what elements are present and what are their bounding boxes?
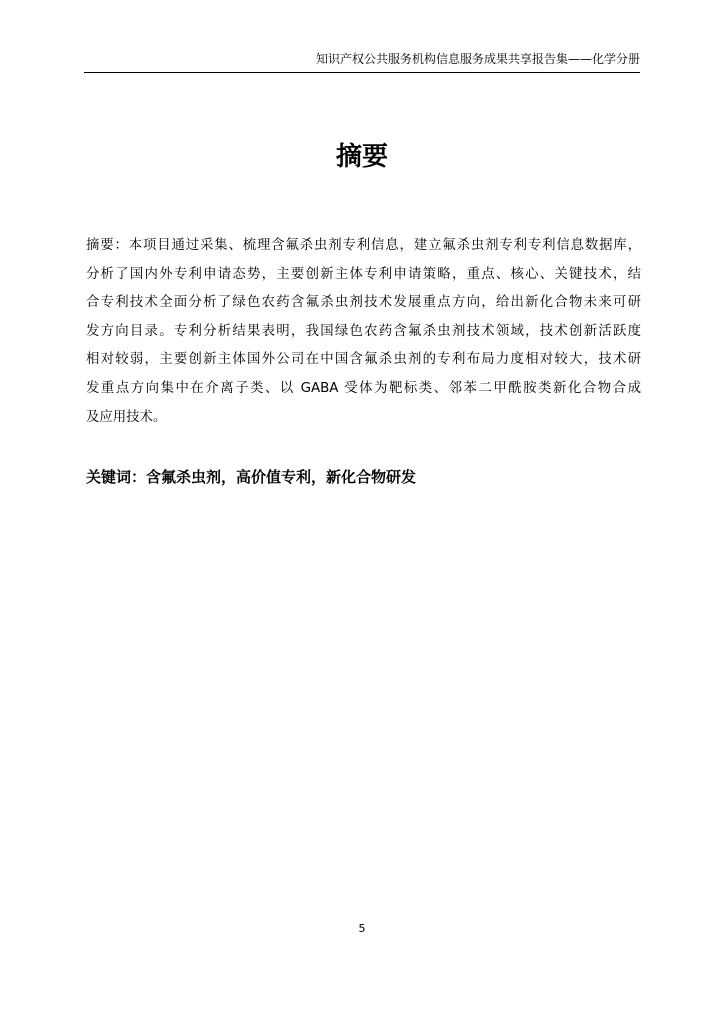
abstract-line: 分析了国内外专利申请态势，主要创新主体专利申请策略，重点、核心、关键技术，结	[86, 266, 641, 282]
abstract-line: 相对较弱，主要创新主体国外公司在中国含氟杀虫剂的专利布局力度相对较大，技术研	[86, 352, 641, 368]
running-header: 知识产权公共服务机构信息服务成果共享报告集——化学分册	[315, 52, 640, 66]
abstract-line: 及应用技术。	[86, 409, 167, 425]
abstract-line: 摘要：本项目通过采集、梳理含氟杀虫剂专利信息，建立氟杀虫剂专利专利信息数据库，	[86, 238, 641, 253]
page-title: 摘要	[335, 142, 388, 172]
keywords-line: 关键词：含氟杀虫剂，高价值专利，新化合物研发	[86, 468, 417, 486]
abstract-line: 发方向目录。专利分析结果表明，我国绿色农药含氟杀虫剂技术领域，技术创新活跃度	[86, 323, 641, 339]
abstract-line: 合专利技术全面分析了绿色农药含氟杀虫剂技术发展重点方向，给出新化合物未来可研	[86, 295, 641, 311]
header-divider	[84, 72, 640, 73]
page-number: 5	[358, 922, 366, 935]
abstract-line: 发重点方向集中在介离子类、以 GABA 受体为靶标类、邻苯二甲酰胺类新化合物合成	[86, 380, 641, 396]
abstract-paragraph	[86, 232, 641, 432]
